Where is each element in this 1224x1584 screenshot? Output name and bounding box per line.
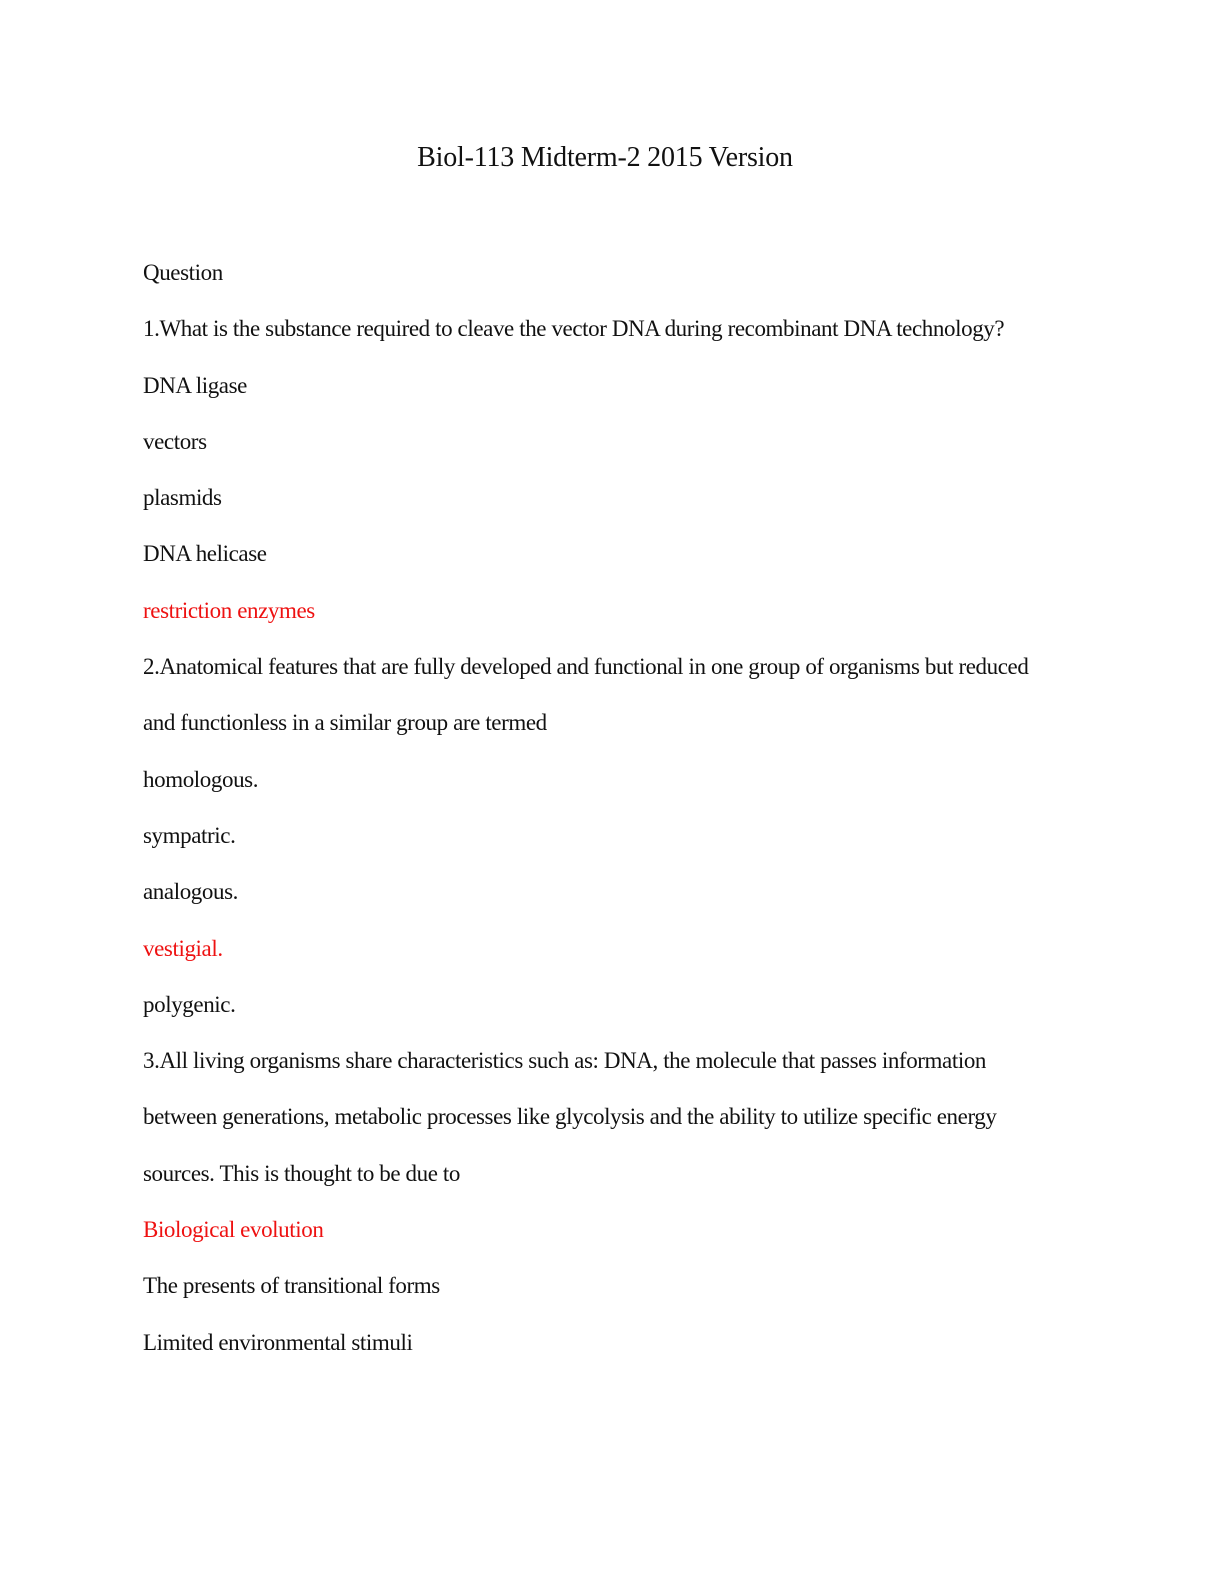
answer-option: sympatric. (143, 822, 236, 848)
question-2 (143, 639, 1083, 1033)
section-label: Question (143, 260, 223, 285)
document-body (143, 245, 1083, 1371)
answer-option: The presents of transitional forms (143, 1273, 440, 1299)
question-text: between generations, metabolic processes like glycolysis and the ability to utilize specific energy (143, 1104, 997, 1130)
answer-option: polygenic. (143, 991, 236, 1017)
answer-option: restriction enzymes (143, 597, 315, 623)
question-3 (143, 1033, 1083, 1371)
answer-option: DNA ligase (143, 372, 247, 398)
answer-option: analogous. (143, 879, 239, 905)
question-1 (143, 301, 1083, 639)
answer-option: Limited environmental stimuli (143, 1329, 413, 1355)
document-title: Biol-113 Midterm-2 2015 Version (417, 142, 793, 173)
answer-option: Biological evolution (143, 1217, 324, 1243)
question-text: 1.What is the substance required to cleave the vector DNA during recombinant DNA technology? (143, 316, 1005, 342)
question-text: 2.Anatomical features that are fully developed and functional in one group of organisms but reduced (143, 654, 1029, 680)
question-text: and functionless in a similar group are termed (143, 710, 547, 736)
question-text: sources. This is thought to be due to (143, 1160, 460, 1186)
answer-option: vectors (143, 428, 207, 454)
question-text: 3.All living organisms share characteristics such as: DNA, the molecule that passes information (143, 1048, 987, 1074)
answer-option: homologous. (143, 766, 259, 792)
answer-option: vestigial. (143, 935, 223, 961)
answer-option: plasmids (143, 485, 222, 511)
answer-option: DNA helicase (143, 541, 267, 567)
